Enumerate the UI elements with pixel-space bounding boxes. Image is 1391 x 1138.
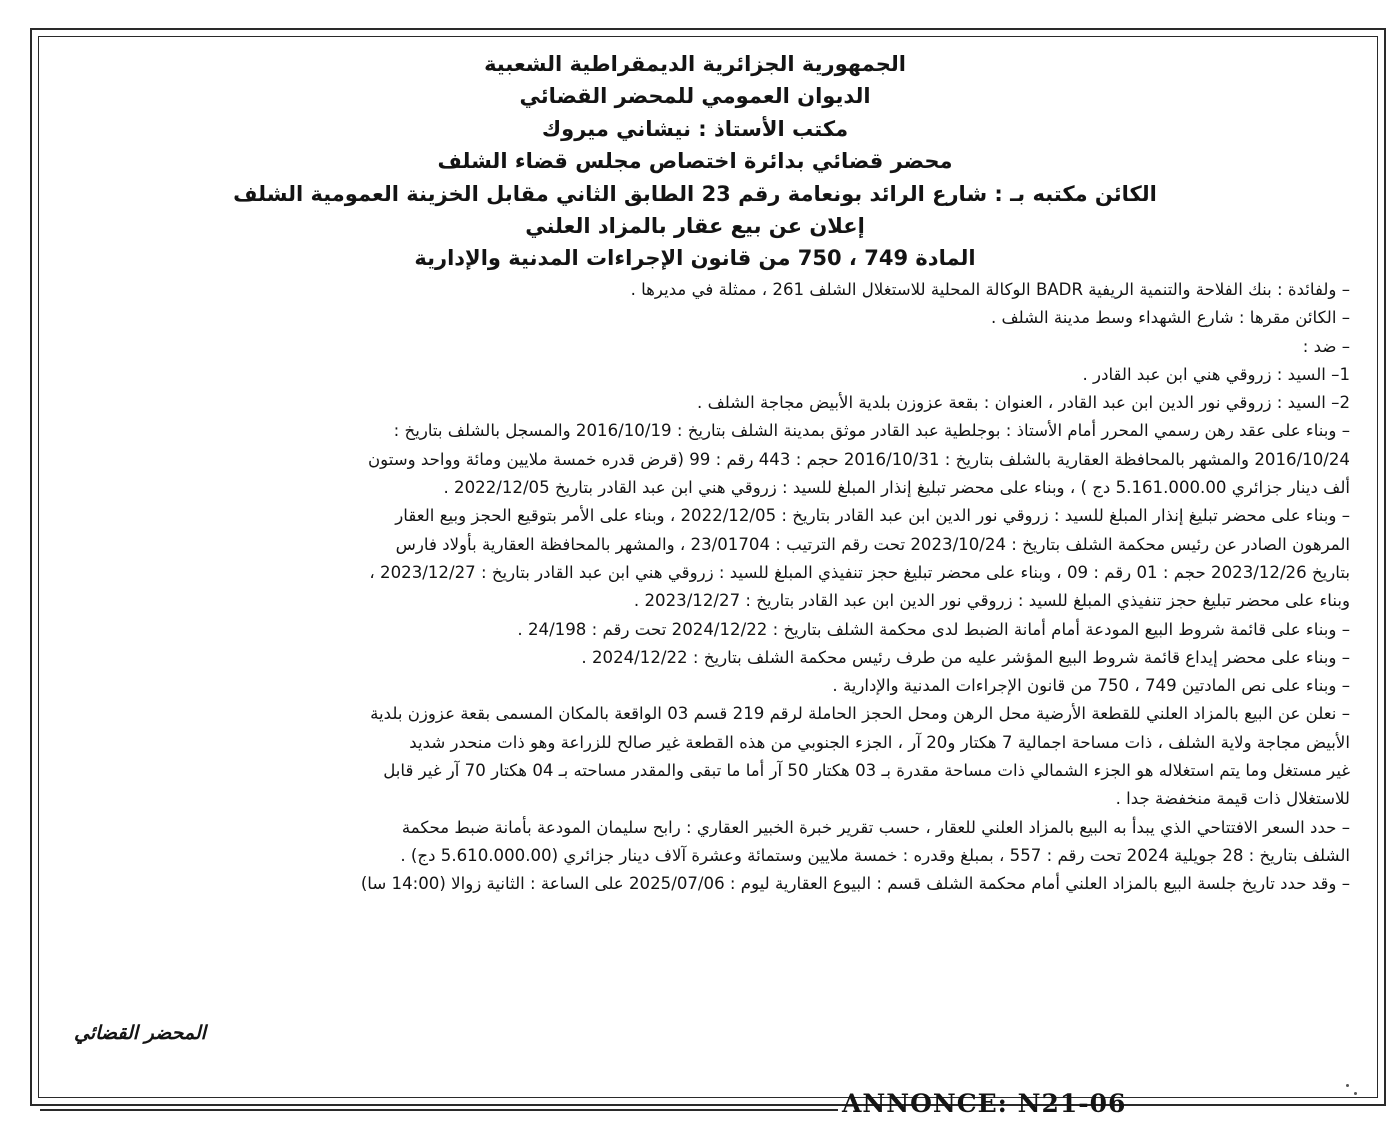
body-line: للاستغلال ذات قيمة منخفضة جدا . [1115,789,1350,809]
body-line: – حدد السعر الافتتاحي الذي يبدأ به البيع بالمزاد العلني للعقار ، حسب تقرير خبرة الخبير العقاري : رابح سليمان المودعة بأمانة ضبط محكمة [401,817,1350,837]
body-line: وبناء على محضر تبليغ حجز تنفيذي المبلغ للسيد : زروقي نور الدين ابن عبد القادر بتاريخ : 2023/12/27 . [633,591,1350,611]
body-line: بتاريخ 2023/12/26 حجم : 01 رقم : 09 ، وبناء على محضر تبليغ حجز تنفيذي المبلغ للسيد : زروقي هني ابن عبد القادر بتاريخ : 2023/12/27 ، [369,562,1350,582]
body-line: 2016/10/24 والمشهر بالمحافظة العقارية بالشلف بتاريخ : 2016/10/31 حجم : 443 رقم : 99 (قرض قدره خمسة ملايين ومائة وواحد وستون [367,449,1350,469]
annonce-rule [40,1109,838,1111]
scan-speck [1346,1084,1349,1087]
scan-speck [1354,1092,1357,1095]
body-line: المرهون الصادر عن رئيس محكمة الشلف بتاريخ : 2023/10/24 تحت رقم الترتيب : 23/01704 ، والمشهر بالمحافظة العقارية بأولاد فارس [395,534,1350,554]
body-line: – وبناء على محضر إيداع قائمة شروط البيع المؤشر عليه من طرف رئيس محكمة الشلف بتاريخ : 2024/12/22 . [581,647,1350,667]
body-line: – ضد : [1302,336,1350,356]
body-line: الأبيض مجاجة ولاية الشلف ، ذات مساحة اجمالية 7 هكتار و20 آر ، الجزء الجنوبي من هذه القطعة غير صالح للزراعة وهو ذات منحدر شديد [409,732,1350,752]
body-line: – وبناء على محضر تبليغ إنذار المبلغ للسيد : زروقي نور الدين ابن عبد القادر بتاريخ : 2022/12/05 ، وبناء على الأمر بتوقيع الحجز وبيع العقار [395,506,1350,526]
body-line: 2– السيد : زروقي نور الدين ابن عبد القادر ، العنوان : بقعة عزوزن بلدية الأبيض مجاجة الشلف . [697,393,1350,413]
notice-body [72,276,1350,899]
body-line: – وبناء على عقد رهن رسمي المحرر أمام الأستاذ : بوجلطية عبد القادر موثق بمدينة الشلف بتاريخ : 2016/10/19 والمسجل بالشلف بتاريخ : [393,421,1350,441]
notice-header [120,48,1270,275]
header-line: إعلان عن بيع عقار بالمزاد العلني [525,214,865,239]
header-line: مكتب الأستاذ : نيشاني ميروك [541,116,849,141]
header-line: محضر قضائي بدائرة اختصاص مجلس قضاء الشلف [437,149,953,174]
body-line: – وبناء على نص المادتين 749 ، 750 من قانون الإجراءات المدنية والإدارية . [832,676,1350,696]
annonce-number: ANNONCE: N21-06 [842,1089,1127,1118]
header-line: الجمهورية الجزائرية الديمقراطية الشعبية [484,52,906,76]
header-line: الديوان العمومي للمحضر القضائي [519,84,871,109]
body-line: – نعلن عن البيع بالمزاد العلني للقطعة الأرضية محل الرهن ومحل الحجز الحاملة لرقم 219 قسم 03 الواقعة بالمكان المسمى بقعة عزوزن بلدية [370,704,1350,724]
body-line: – ولفائدة : بنك الفلاحة والتنمية الريفية BADR الوكالة المحلية للاستغلال الشلف 261 ، ممثلة في مديرها . [630,280,1350,299]
body-line: غير مستغل وما يتم استغلاله هو الجزء الشمالي ذات مساحة مقدرة بـ 03 هكتار 50 آر أما ما تبقى والمقدر مساحته بـ 04 هكتار 70 آر غير قابل [383,761,1350,781]
header-line: الكائن مكتبه بـ : شارع الرائد بونعامة رقم 23 الطابق الثاني مقابل الخزينة العمومية الشلف [233,181,1157,206]
body-line: – الكائن مقرها : شارع الشهداء وسط مدينة الشلف . [990,308,1350,328]
body-line: – وبناء على قائمة شروط البيع المودعة أمام أمانة الضبط لدى محكمة الشلف بتاريخ : 2024/12/22 تحت رقم : 24/198 . [517,619,1350,639]
body-line: الشلف بتاريخ : 28 جويلية 2024 تحت رقم : 557 ، بمبلغ وقدره : خمسة ملايين وستمائة وعشرة آلاف دينار جزائري (5.610.000.00 دج) . [400,845,1350,865]
header-line: المادة 749 ، 750 من قانون الإجراءات المدنية والإدارية [414,246,976,271]
body-line: – وقد حدد تاريخ جلسة البيع بالمزاد العلني أمام محكمة الشلف قسم : البيوع العقارية ليوم : 2025/07/06 على الساعة : الثانية زوالا (14:00 سا) [360,874,1350,894]
body-line: 1– السيد : زروقي هني ابن عبد القادر . [1082,364,1350,384]
body-line: ألف دينار جزائري 5.161.000.00 دج ) ، وبناء على محضر تبليغ إنذار المبلغ للسيد : زروقي هني ابن عبد القادر بتاريخ 2022/12/05 . [443,478,1350,498]
signature: المحضر القضائي [74,1022,206,1044]
